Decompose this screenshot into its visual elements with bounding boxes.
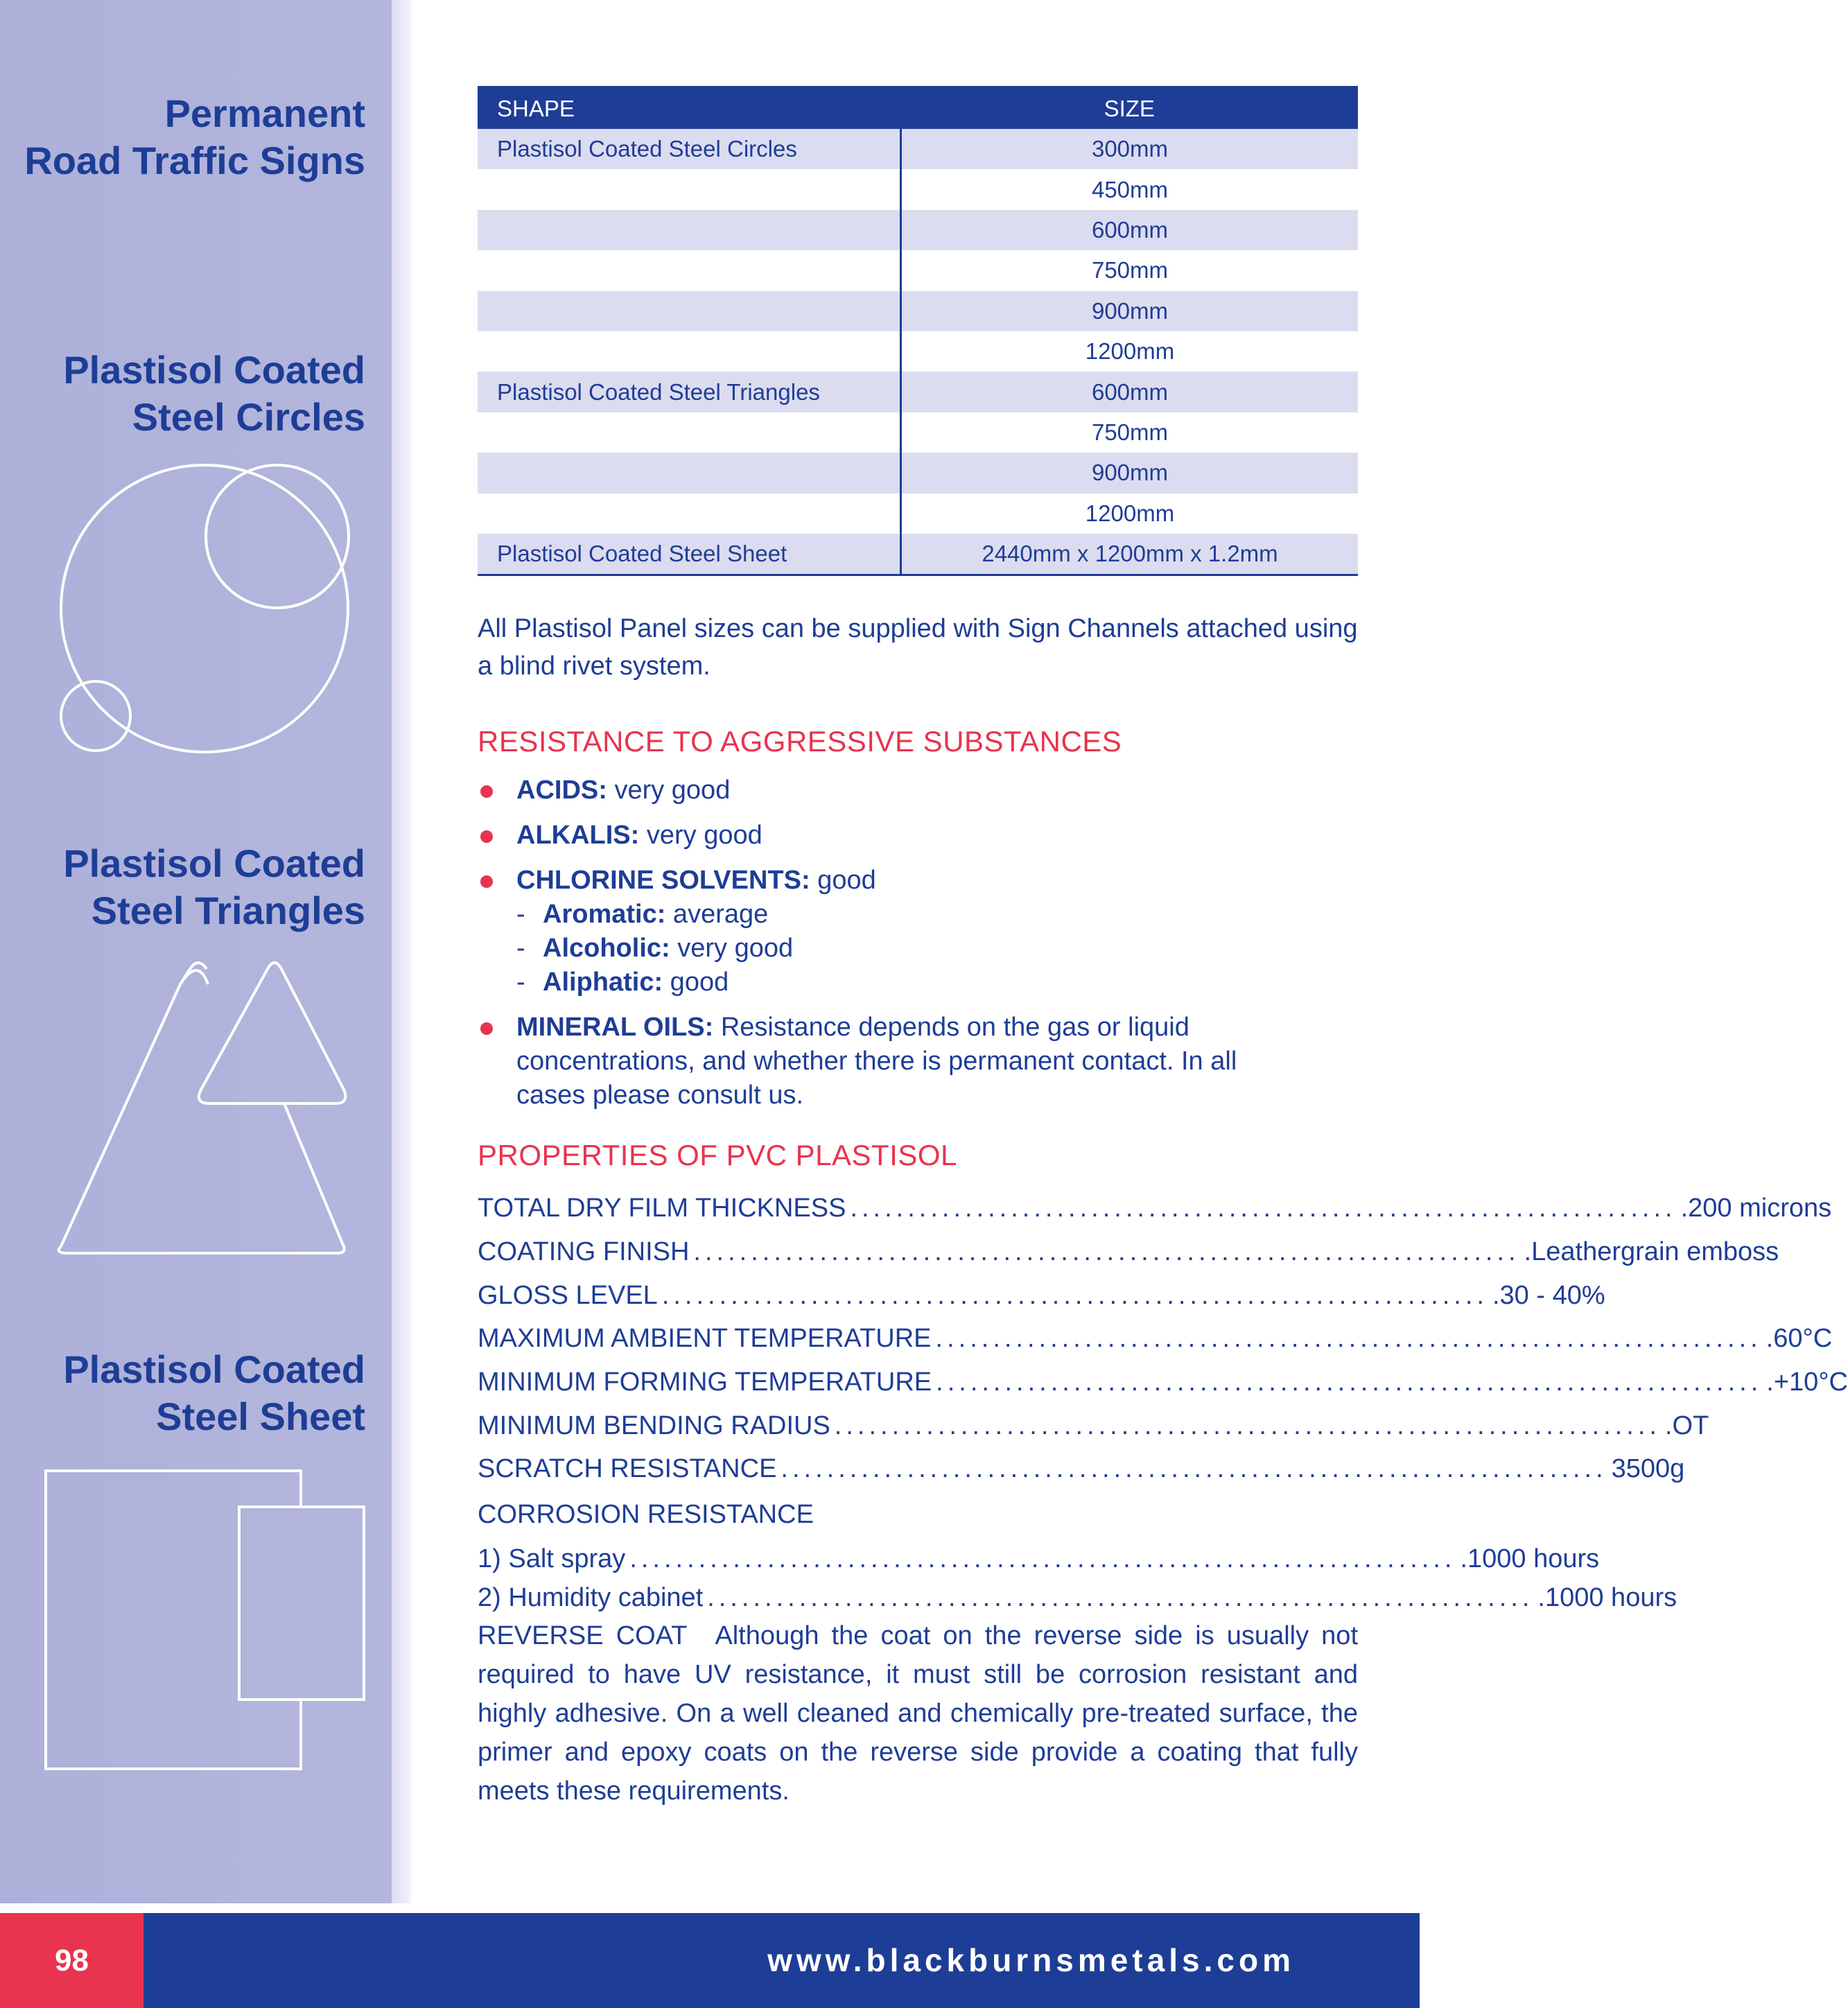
leader-dots: ........................................................................ bbox=[781, 1454, 1607, 1483]
intro-paragraph: All Plastisol Panel sizes can be supplied with Sign Channels attached using a blind rivet system. bbox=[478, 614, 1358, 681]
reverse-coat-paragraph bbox=[478, 1616, 1358, 1810]
item-label: CHLORINE SOLVENTS: bbox=[516, 866, 810, 895]
size-cell: 2440mm x 1200mm x 1.2mm bbox=[901, 534, 1359, 575]
corrosion-title bbox=[478, 1493, 1352, 1536]
item-label: MINERAL OILS: bbox=[516, 1013, 714, 1042]
table-row bbox=[478, 291, 1358, 331]
reverse-coat-label: REVERSE COAT bbox=[478, 1621, 688, 1650]
heading-steel-triangles bbox=[63, 840, 365, 934]
property-value: .30 - 40% bbox=[1492, 1281, 1605, 1310]
property-value: .200 microns bbox=[1680, 1194, 1832, 1223]
heading-line: Plastisol Coated bbox=[63, 841, 365, 885]
size-cell: 750mm bbox=[1091, 419, 1169, 445]
sub-item: - Aliphatic: good bbox=[516, 968, 729, 997]
list-item bbox=[478, 774, 1358, 807]
corrosion-title-text: CORROSION RESISTANCE bbox=[478, 1500, 814, 1529]
property-value: .OT bbox=[1664, 1411, 1709, 1440]
corrosion-label: 2) Humidity cabinet bbox=[478, 1583, 704, 1612]
corrosion-value: .1000 hours bbox=[1537, 1583, 1677, 1612]
item-value: Resistance depends on the gas or liquid concentrations, and whether there is permanent contact. In all cases please consult us. bbox=[516, 1013, 1237, 1110]
heading-line: Permanent bbox=[164, 91, 365, 135]
property-row bbox=[478, 1187, 1832, 1230]
table-row bbox=[478, 412, 1358, 453]
shape-cell: Plastisol Coated Steel Sheet bbox=[478, 534, 901, 575]
size-cell: 1200mm bbox=[1085, 500, 1175, 526]
heading-line: Steel Circles bbox=[132, 395, 365, 439]
sub-item: - Aromatic: average bbox=[516, 900, 769, 929]
property-row bbox=[478, 1317, 1833, 1360]
item-value: good bbox=[810, 866, 876, 895]
table-row bbox=[478, 534, 1358, 575]
table-row bbox=[478, 129, 1358, 169]
heading-steel-sheet bbox=[63, 1346, 365, 1440]
item-label: ALKALIS: bbox=[516, 821, 640, 850]
properties-section-title: PROPERTIES OF PVC PLASTISOL bbox=[478, 1139, 957, 1171]
sub-item-label: Alcoholic: bbox=[543, 934, 670, 963]
heading-steel-circles bbox=[63, 347, 365, 441]
property-row bbox=[478, 1404, 1709, 1447]
table-row bbox=[478, 169, 1358, 209]
sub-item-value: average bbox=[665, 900, 769, 929]
list-item bbox=[478, 819, 1358, 853]
leader-dots: ........................................................................ bbox=[935, 1324, 1762, 1353]
property-value: .Leathergrain emboss bbox=[1524, 1237, 1779, 1266]
shape-cell bbox=[478, 250, 901, 290]
reverse-coat-text: Although the coat on the reverse side is usually not required to have UV resistance, it must still be corrosion resistant and highly adhesive. On a well cleaned and chemically pre-treated surface, the primer and epoxy coats on the reverse side provide a coating that fully meets these requirements. bbox=[478, 1621, 1358, 1806]
sheet-outline-icon bbox=[43, 1469, 369, 1774]
shape-cell bbox=[478, 494, 901, 534]
website-link[interactable]: www.blackburnsmetals.com bbox=[767, 1942, 1295, 1978]
shape-cell bbox=[478, 412, 901, 453]
heading-road-traffic-signs bbox=[24, 90, 365, 184]
leader-dots: ........................................................................ bbox=[661, 1281, 1488, 1310]
size-cell: 750mm bbox=[1091, 257, 1169, 283]
table-row bbox=[478, 250, 1358, 290]
bullet-dot-icon bbox=[480, 785, 493, 798]
sub-item-value: good bbox=[663, 968, 729, 997]
property-row bbox=[478, 1230, 1779, 1273]
heading-line: Steel Triangles bbox=[91, 889, 365, 932]
leader-dots: ........................................................................ bbox=[936, 1368, 1763, 1397]
sub-item: - Alcoholic: very good bbox=[516, 934, 794, 963]
column-header-size: SIZE bbox=[901, 86, 1359, 129]
property-row bbox=[478, 1274, 1605, 1317]
item-label: ACIDS: bbox=[516, 776, 607, 805]
property-label: COATING FINISH bbox=[478, 1237, 690, 1266]
shape-cell bbox=[478, 291, 901, 331]
corrosion-row bbox=[478, 1576, 1677, 1619]
property-label: SCRATCH RESISTANCE bbox=[478, 1454, 777, 1483]
property-label: TOTAL DRY FILM THICKNESS bbox=[478, 1194, 846, 1223]
property-row bbox=[478, 1361, 1848, 1404]
item-value: very good bbox=[639, 821, 762, 850]
heading-line: Plastisol Coated bbox=[63, 1347, 365, 1391]
shape-cell bbox=[478, 169, 901, 209]
bullet-dot-icon bbox=[480, 830, 493, 843]
size-cell: 900mm bbox=[901, 291, 1359, 331]
table-row bbox=[478, 453, 1358, 493]
table-row bbox=[478, 210, 1358, 250]
heading-line: Road Traffic Signs bbox=[24, 139, 365, 182]
sub-item-label: Aliphatic: bbox=[543, 968, 663, 997]
item-value: very good bbox=[607, 776, 731, 805]
property-value: 3500g bbox=[1611, 1454, 1685, 1483]
heading-line: Plastisol Coated bbox=[63, 348, 365, 392]
property-value: .+10°C bbox=[1766, 1368, 1848, 1397]
sub-item-label: Aromatic: bbox=[543, 900, 666, 929]
heading-line: Steel Sheet bbox=[156, 1395, 365, 1438]
size-cell: 1200mm bbox=[1085, 338, 1175, 365]
bullet-dot-icon bbox=[480, 875, 493, 888]
sub-item-value: very good bbox=[670, 934, 794, 963]
page-number: 98 bbox=[55, 1944, 89, 1978]
leader-dots: ........................................................................ bbox=[629, 1544, 1456, 1573]
sizes-table bbox=[478, 86, 1358, 576]
size-cell: 900mm bbox=[901, 453, 1359, 493]
property-label: MINIMUM FORMING TEMPERATURE bbox=[478, 1368, 932, 1397]
property-label: GLOSS LEVEL bbox=[478, 1281, 658, 1310]
corrosion-row bbox=[478, 1537, 1600, 1580]
leader-dots: ........................................................................ bbox=[834, 1411, 1661, 1440]
property-label: MAXIMUM AMBIENT TEMPERATURE bbox=[478, 1324, 932, 1353]
shape-cell bbox=[478, 210, 901, 250]
property-label: MINIMUM BENDING RADIUS bbox=[478, 1411, 830, 1440]
size-cell: 450mm bbox=[1091, 176, 1169, 202]
property-row bbox=[478, 1447, 1685, 1490]
table-row bbox=[478, 372, 1358, 412]
list-item bbox=[478, 864, 1358, 999]
size-cell: 600mm bbox=[901, 372, 1359, 412]
shape-cell bbox=[478, 331, 901, 372]
sidebar-edge-gradient bbox=[392, 0, 411, 1903]
leader-dots: ........................................................................ bbox=[693, 1237, 1520, 1266]
size-cell: 600mm bbox=[901, 210, 1359, 250]
property-value: .60°C bbox=[1766, 1324, 1833, 1353]
size-cell: 300mm bbox=[901, 129, 1359, 169]
triangles-outline-icon bbox=[55, 957, 360, 1261]
leader-dots: ........................................................................ bbox=[850, 1194, 1677, 1223]
shape-cell: Plastisol Coated Steel Circles bbox=[478, 129, 901, 169]
table-row bbox=[478, 331, 1358, 372]
table-header-row bbox=[478, 86, 1358, 129]
corrosion-label: 1) Salt spray bbox=[478, 1544, 626, 1573]
leader-dots: ........................................................................ bbox=[707, 1583, 1534, 1612]
table-row bbox=[478, 494, 1358, 534]
circles-outline-icon bbox=[49, 457, 360, 762]
shape-cell: Plastisol Coated Steel Triangles bbox=[478, 372, 901, 412]
shape-cell bbox=[478, 453, 901, 493]
resistance-list bbox=[478, 774, 1358, 1124]
list-item bbox=[478, 1011, 1251, 1112]
resistance-section-title: RESISTANCE TO AGGRESSIVE SUBSTANCES bbox=[478, 725, 1122, 758]
bullet-dot-icon bbox=[480, 1022, 493, 1035]
corrosion-value: .1000 hours bbox=[1460, 1544, 1600, 1573]
column-header-shape: SHAPE bbox=[478, 86, 901, 129]
